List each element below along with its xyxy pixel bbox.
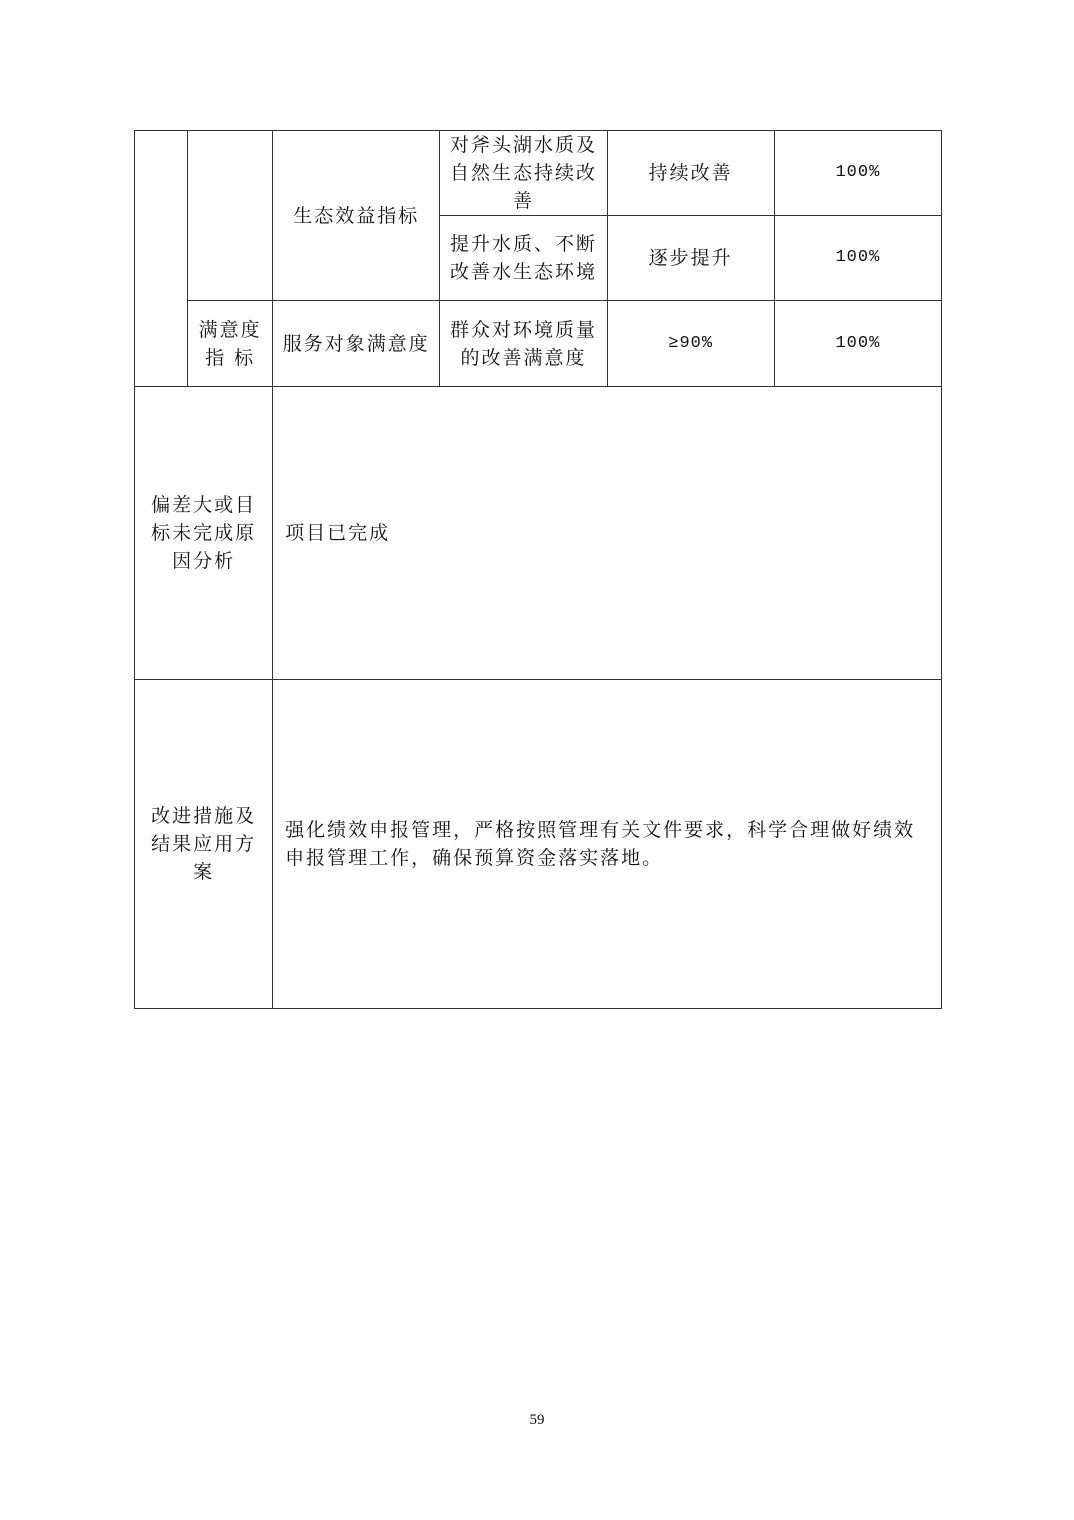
eco-row-1-indicator: 对斧头湖水质及自然生态持续改善 [440, 131, 607, 216]
performance-table-container [134, 130, 942, 1009]
improvement-content: 强化绩效申报管理，严格按照管理有关文件要求，科学合理做好绩效申报管理工作，确保预算资金落实落地。 [273, 680, 942, 1009]
page-number: 59 [529, 1412, 545, 1428]
performance-table [134, 130, 942, 1009]
deviation-content: 项目已完成 [273, 387, 942, 680]
eco-row-1-target: 持续改善 [607, 131, 774, 216]
satisfaction-row-target: ≥90% [607, 301, 774, 387]
deviation-row [135, 387, 942, 680]
table-row [135, 301, 942, 387]
improvement-row [135, 680, 942, 1009]
satisfaction-category-cell: 满意度指 标 [188, 301, 273, 387]
eco-row-1-actual: 100% [774, 131, 941, 216]
eco-indicator-cell: 生态效益指标 [273, 131, 440, 301]
satisfaction-row-indicator: 群众对环境质量的改善满意度 [440, 301, 607, 387]
table-row [135, 131, 942, 216]
improvement-label: 改进措施及结果应用方案 [135, 680, 273, 1009]
eco-row-2-actual: 100% [774, 216, 941, 301]
deviation-label: 偏差大或目标未完成原因分析 [135, 387, 273, 680]
empty-first-column-cell [135, 131, 188, 387]
eco-row-2-indicator: 提升水质、不断改善水生态环境 [440, 216, 607, 301]
satisfaction-row-actual: 100% [774, 301, 941, 387]
eco-row-2-target: 逐步提升 [607, 216, 774, 301]
satisfaction-indicator-cell: 服务对象满意度 [273, 301, 440, 387]
empty-category-cell [188, 131, 273, 301]
